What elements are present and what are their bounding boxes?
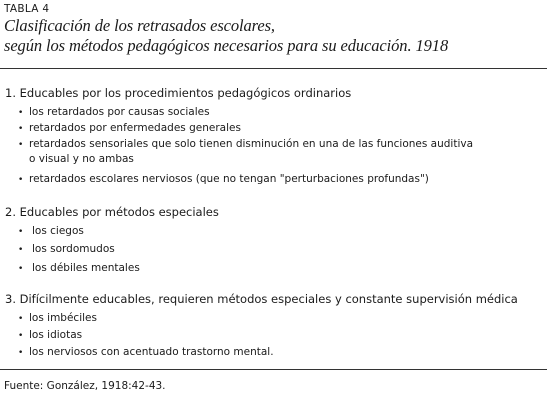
source-note: Fuente: González, 1918:42-43. <box>4 380 166 392</box>
table-title <box>4 16 448 56</box>
list-item: los idiotas <box>29 329 83 341</box>
bullet-icon: • <box>18 175 24 185</box>
list-item: los retardados por causas sociales <box>29 106 210 118</box>
bullet-icon: • <box>18 245 24 255</box>
list-item: retardados sensoriales que solo tienen disminución en una de las funciones auditiva <box>29 138 474 150</box>
bullet-icon: • <box>18 140 24 150</box>
title-line-2: según los métodos pedagógicos necesarios para su educación. 1918 <box>4 36 449 55</box>
bullet-icon: • <box>18 314 24 324</box>
top-rule <box>0 68 547 69</box>
bullet-icon: • <box>18 348 24 358</box>
section-heading-3: 3. Difícilmente educables, requieren métodos especiales y constante supervisión médica <box>5 292 518 306</box>
section-heading-1: 1. Educables por los procedimientos pedagógicos ordinarios <box>5 86 352 100</box>
bullet-icon: • <box>18 108 24 118</box>
bullet-icon: • <box>18 124 24 134</box>
list-item: los imbéciles <box>29 312 97 324</box>
section-heading-2: 2. Educables por métodos especiales <box>5 205 219 219</box>
list-item: los débiles mentales <box>32 262 140 274</box>
list-item-continuation: o visual y no ambas <box>29 153 134 165</box>
bullet-icon: • <box>18 264 24 274</box>
bottom-rule <box>0 369 547 370</box>
list-item: retardados escolares nerviosos (que no tengan "perturbaciones profundas") <box>29 173 429 185</box>
bullet-icon: • <box>18 227 24 237</box>
list-item: los sordomudos <box>32 243 115 255</box>
list-item: los nerviosos con acentuado trastorno mental. <box>29 346 274 358</box>
list-item: los ciegos <box>32 225 84 237</box>
bullet-icon: • <box>18 331 24 341</box>
title-line-1: Clasificación de los retrasados escolares, <box>4 16 275 35</box>
list-item: retardados por enfermedades generales <box>29 122 241 134</box>
table-label: TABLA 4 <box>4 3 50 15</box>
